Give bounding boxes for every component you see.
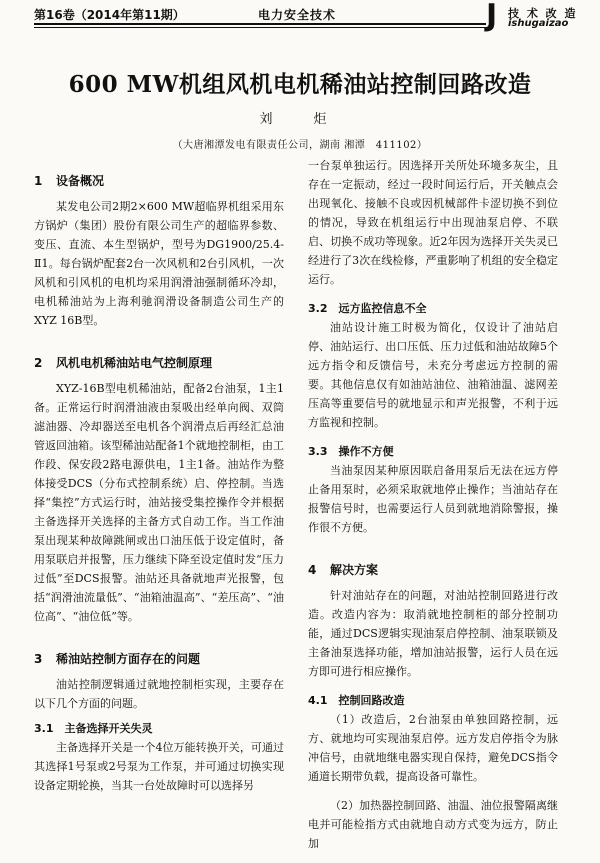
column-name: 技 术 改 造 [508, 7, 578, 20]
section-3-1-paragraph: 主备选择开关是一个4位万能转换开关，可通过其选择1号泵或2号泵为工作泵，并可通过切换实现设备定期轮换，当其一台处故障时可以选择另 [34, 741, 284, 792]
running-header [0, 0, 600, 33]
section-3-paragraph: 油站控制逻辑通过就地控制柜实现，主要存在以下几个方面的问题。 [34, 678, 284, 710]
left-column [34, 170, 284, 805]
section-3-3-paragraph: 当油泵因某种原因联启备用泵后无法在远方停止备用泵时，必须采取就地停止操作；当油站存在报警信号时，也需要运行人员到就地消除警报，操作很不方便。 [308, 464, 558, 534]
section-4-paragraph: 针对油站存在的问题，对油站控制回路进行改造。改造内容为：取消就地控制柜的部分控制功能，通过DCS逻辑实现油泵启停控制、油泵联锁及主备油泵选择功能，增加油站报警，运行人员在远方即可进行相应操作。 [308, 589, 558, 678]
section-2-heading: 2 风机电机稀油站电气控制原理 [34, 356, 213, 370]
section-3-3-heading: 3.3 操作不方便 [308, 445, 394, 458]
brand-letter: J [486, 0, 498, 33]
section-3-2-heading: 3.2 远方监控信息不全 [308, 302, 427, 315]
section-2-paragraph: XYZ-16B型电机稀油站，配备2台油泵，1主1备。正常运行时润滑油液由泵吸出经单向阀、双筒滤油器、冷却器送至电机各个润滑点后再经汇总油管返回油箱。该型稀油站配备1个就地控制柜，由工作段、保安段2路电源供电，1主1备。油站作为整体接受DCS（分布式控制系统）启、停控制。当选择“集控”方式运行时，油站接受集控操作令并根据主备选择开关选择的主备方式自动工作。当工作油泵出现某种故障跳闸或出口油压低于设定值时，备用泵联启并报警，压力继续下降至设定值时发“压力过低”至DCS报警。油站还具备就地声光报警，包括“润滑油流量低”、“油箱油温高”、“差压高”、“油位高”、“油位低”等。 [34, 382, 284, 623]
header-rule [34, 23, 486, 25]
section-3-heading: 3 稀油站控制方面存在的问题 [34, 652, 201, 666]
header-rule-thin [34, 27, 486, 28]
column-pinyin: ishugaizao [508, 18, 569, 29]
section-3-2-paragraph: 油站设计施工时极为简化，仅设计了油站启停、油站运行、出口压低、压力过低和油站故障5个远方指令和反馈信号，未充分考虑远方控制的需要。其他信息仅有如油站油位、油箱油温、滤网差压高等重要信号的就地显示和声光报警，不利于远方监视和控制。 [308, 321, 558, 429]
section-3-1-heading: 3.1 主备选择开关失灵 [34, 722, 153, 735]
section-4-1-heading: 4.1 控制回路改造 [308, 694, 405, 707]
section-4-1-paragraph-2: （2）加热器控制回路、油温、油位报警隔离继电并可能检指方式由就地自动方式变为远方，防止加 [308, 799, 558, 850]
section-4-1-paragraph-1: （1）改造后，2台油泵由单独回路控制，远方、就地均可实现油泵启停。远方发启停指令为脉冲信号，由就地继电器实现自保持，避免DCS指令通道长期带负载，提高设备可靠性。 [308, 713, 558, 783]
right-column [308, 156, 558, 863]
affiliation: （大唐湘潭发电有限责任公司，湖南 湘潭 411102） [172, 140, 428, 151]
issue-label: 第16卷（2014年第11期） [34, 8, 185, 22]
article-title: 600 MW机组风机电机稀油站控制回路改造 [68, 71, 532, 98]
journal-name: 电力安全技术 [258, 8, 337, 22]
section-3-1-continued: 一台泵单独运行。因选择开关所处环境多灰尘，且存在一定振动，经过一段时间运行后，开关触点会出现氧化、接触不良或因机械部件卡涩切换不到位的情况，导致在机组运行中出现油泵启停、不联启、切换不成功等现象。近2年因为选择开关失灵已经进行了3次在线检修，严重影响了机组的安全稳定运行。 [308, 159, 558, 286]
section-1-heading: 1 设备概况 [34, 174, 105, 188]
author: 刘 炬 [259, 112, 341, 127]
section-1-paragraph: 某发电公司2期2×600 MW超临界机组采用东方锅炉（集团）股份有限公司生产的超临界参数、变压、直流、本生型锅炉，型号为DG1900/25.4-Ⅱ1。每台锅炉配套2台一次风机和2台引风机，一次风机和引风机的电机均采用润滑油强制循环冷却，电机稀油站为上海利驰润滑设备制造公司生产的XYZ 16B型。 [34, 200, 284, 327]
section-4-heading: 4 解决方案 [308, 563, 379, 577]
